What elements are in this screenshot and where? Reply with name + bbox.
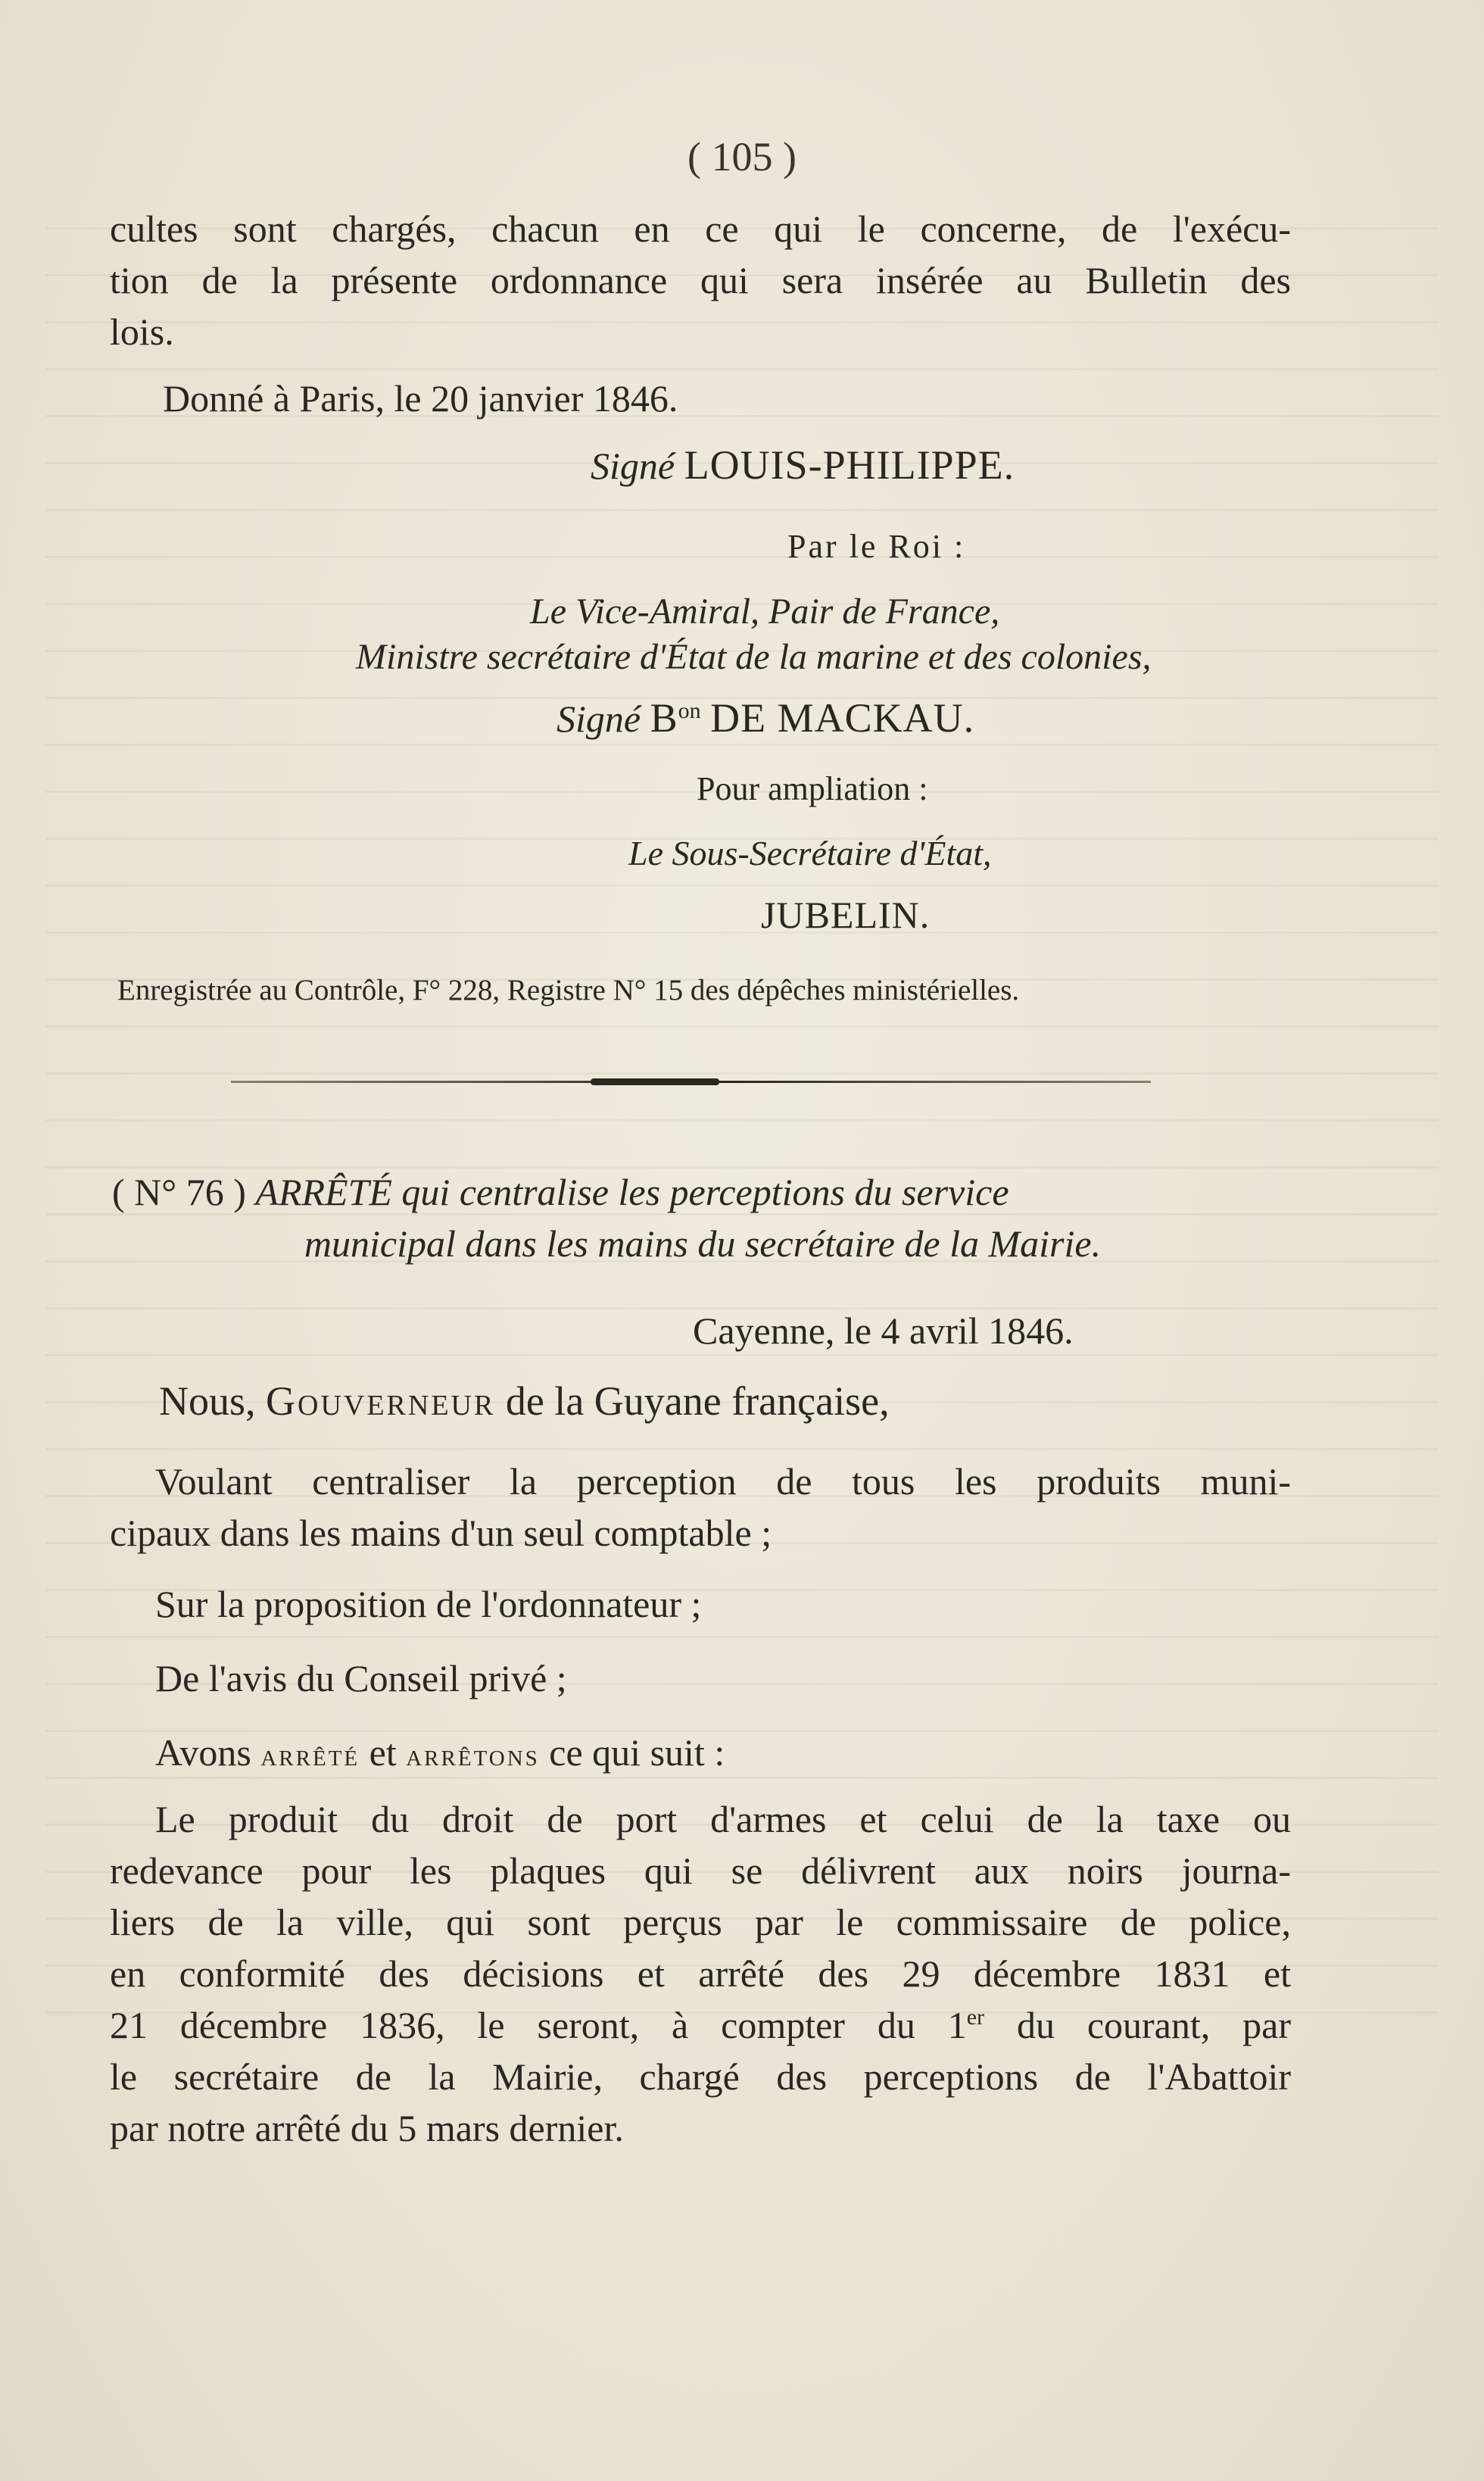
continuation-paragraph [110, 203, 1291, 357]
sous-secretaire-title: Le Sous-Secrétaire d'État, [628, 834, 992, 872]
et-word: et [369, 1731, 397, 1774]
guyane-text: de la Guyane française, [505, 1378, 890, 1424]
article-line: Le produit du droit de port d'armes et celui de la taxe ou [155, 1798, 1291, 1840]
arrete-number: ( N° 76 ) [112, 1171, 246, 1213]
continuation-line: tion de la présente ordonnance qui sera insérée au Bulletin des [110, 259, 1291, 301]
nous-line [159, 1377, 1219, 1425]
minister-name-sup: on [678, 698, 701, 723]
article-line: redevance pour les plaques qui se délivrent aux noirs journa- [110, 1849, 1291, 1892]
minister-title-line-1: Le Vice-Amiral, Pair de France, [530, 591, 1000, 632]
nous-word: Nous, [159, 1378, 256, 1424]
arrete-word: arrêté [260, 1738, 360, 1773]
page-number: ( 105 ) [687, 134, 797, 179]
arrete-title-line-2: municipal dans les mains du secrétaire de la Mairie. [304, 1222, 1102, 1265]
continuation-line: lois. [110, 311, 174, 353]
arrete-title-line-1: ARRÊTÉ qui centralise les perceptions du service [255, 1171, 1009, 1213]
minister-signature [556, 694, 1238, 743]
arretons-word: arrêtons [406, 1738, 540, 1773]
par-le-roi: Par le Roi : [787, 528, 966, 565]
place-date: Cayenne, le 4 avril 1846. [693, 1309, 1074, 1352]
voulant-paragraph [110, 1456, 1291, 1559]
article-line: par notre arrêté du 5 mars dernier. [110, 2107, 624, 2149]
continuation-line: cultes sont chargés, chacun en ce qui le concerne, de l'exécu- [110, 208, 1291, 250]
minister-title-line-2: Ministre secrétaire d'État de la marine et des colonies, [356, 637, 1152, 677]
article-line: le secrétaire de la Mairie, chargé des perceptions de l'Abattoir [110, 2055, 1291, 2098]
minister-name: DE MACKAU. [710, 695, 975, 741]
avis-line: De l'avis du Conseil privé ; [155, 1657, 567, 1699]
date-line: Donné à Paris, le 20 janvier 1846. [163, 377, 678, 420]
signe-label: Signé [591, 445, 675, 487]
registration-note: Enregistrée au Contrôle, F° 228, Registre N° 15 des dépêches ministérielles. [117, 974, 1020, 1006]
main-article-paragraph [110, 1793, 1291, 2154]
voulant-line: cipaux dans les mains d'un seul comptable ; [110, 1512, 772, 1554]
proposition-line: Sur la proposition de l'ordonnateur ; [155, 1583, 702, 1625]
article-line-5-tail: du courant, par [984, 2004, 1291, 2046]
gouverneur-word: Gouverneur [266, 1378, 496, 1424]
signe-label: Signé [556, 697, 641, 740]
article-line-with-superscript [110, 1999, 1291, 2051]
voulant-line: Voulant centraliser la perception de tous les produits muni- [155, 1460, 1291, 1503]
article-line-5-head: 21 décembre 1836, le seront, à compter du 1 [110, 2004, 967, 2046]
sous-secretaire-name: JUBELIN. [761, 894, 931, 936]
pour-ampliation: Pour ampliation : [697, 770, 928, 807]
avons-word: Avons [155, 1731, 251, 1774]
arrete-heading-line-1 [112, 1168, 1293, 1216]
article-line: liers de la ville, qui sont perçus par le commissaire de police, [110, 1901, 1291, 1943]
ce-qui-suit: ce qui suit : [549, 1731, 725, 1774]
separator-ornament [591, 1078, 719, 1085]
king-name: LOUIS-PHILIPPE. [684, 442, 1015, 488]
minister-name-prefix: B [650, 695, 678, 741]
article-line: en conformité des décisions et arrêté des 29 décembre 1831 et [110, 1952, 1291, 1995]
article-line-5-sup: er [966, 2005, 985, 2030]
king-signature [591, 441, 1272, 490]
avons-line [155, 1728, 1329, 1780]
